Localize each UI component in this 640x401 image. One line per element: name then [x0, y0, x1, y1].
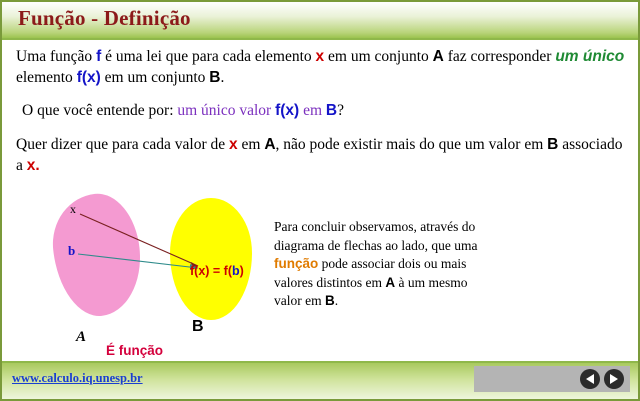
p1-symbol-B: B [209, 69, 221, 86]
p2-text-2: em [299, 102, 326, 119]
image-value-close: ) [239, 264, 244, 278]
p3-text-3: , não pode existir mais do que um valor em [275, 136, 548, 153]
p3-symbol-B: B [547, 136, 559, 153]
image-value-label [190, 264, 244, 278]
element-b-label: b [68, 243, 76, 258]
p1-text-4: faz corresponder [443, 48, 556, 65]
set-b-label: B [192, 318, 204, 335]
p1-text-2: é uma lei que para cada elemento [101, 48, 316, 65]
p1-symbol-f: f [96, 48, 102, 65]
arrow-diagram [32, 188, 292, 358]
diagram-caption: É função [106, 343, 164, 358]
image-value-b: b [232, 264, 240, 278]
set-a-label: A [76, 329, 87, 345]
page-title: Função - Definição [18, 6, 191, 30]
p2-text-3: ? [337, 102, 344, 119]
p1-text-5: elemento [16, 69, 77, 86]
footer-bar [2, 361, 638, 399]
paragraph-question [22, 100, 622, 121]
p2-text-highlight: um único valor [177, 102, 276, 119]
commentary-text [274, 218, 494, 311]
p1-symbol-A: A [432, 48, 444, 65]
p2-text-1: O que você entende por: [22, 102, 178, 119]
commentary-symbol-B: B [324, 293, 335, 308]
p3-text-2: em [237, 136, 265, 153]
image-value-text: f(x) = f( [190, 264, 233, 278]
p2-symbol-B: B [325, 102, 338, 119]
paragraph-definition [16, 46, 631, 88]
p1-emph-unico: um único [555, 48, 625, 65]
p3-text-4: associado a [16, 136, 623, 174]
triangle-left-icon [586, 374, 594, 384]
p2-symbol-fx: f(x) [275, 102, 300, 119]
p1-symbol-fx: f(x) [76, 69, 101, 86]
p3-symbol-A: A [264, 136, 276, 153]
p1-text-1: Uma função [16, 48, 97, 65]
commentary-keyword-funcao: função [274, 256, 319, 271]
p1-symbol-x: x [315, 48, 325, 65]
element-x-label: x [70, 202, 76, 216]
triangle-right-icon [610, 374, 618, 384]
previous-slide-button[interactable] [580, 369, 600, 389]
paragraph-explanation [16, 134, 631, 176]
site-url-link[interactable]: www.calculo.iq.unesp.br [12, 371, 143, 385]
title-bar [2, 2, 638, 40]
commentary-part-4: . [334, 293, 339, 308]
commentary-part-1: Para concluir observamos, através do diagrama de flechas ao lado, que uma [274, 219, 478, 253]
p3-text-1: Quer dizer que para cada valor de [16, 136, 230, 153]
p1-text-6: em um conjunto [100, 69, 210, 86]
commentary-part-2: pode associar dois ou mais valores distintos em [274, 256, 467, 290]
commentary-part-3: à um mesmo valor em [274, 274, 468, 308]
p1-text-3: em um conjunto [324, 48, 433, 65]
navigation-panel [474, 366, 630, 392]
next-slide-button[interactable] [604, 369, 624, 389]
p3-symbol-x2: x. [26, 157, 40, 174]
p1-text-7: . [220, 69, 225, 86]
commentary-symbol-A: A [385, 274, 396, 290]
p3-symbol-x: x [229, 136, 238, 153]
